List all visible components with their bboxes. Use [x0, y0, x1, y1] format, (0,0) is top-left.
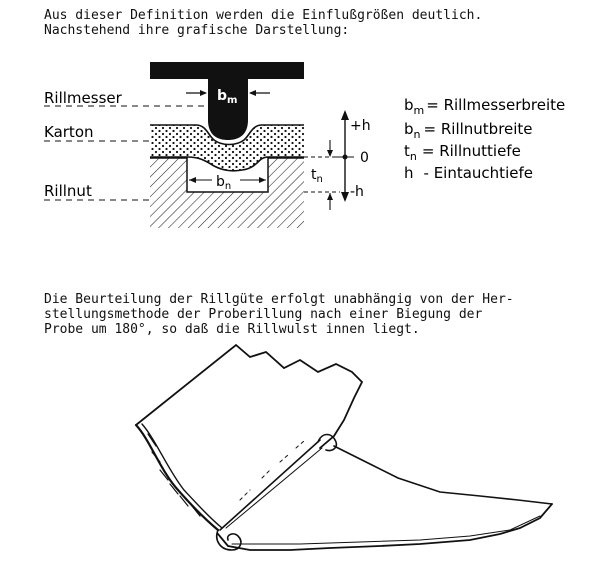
crease-diagram [44, 62, 371, 228]
text-line: Probe um 180°, so daß die Rillwulst innen liegt. [44, 322, 420, 337]
bn-label: $b_n$ [216, 174, 232, 192]
legend-item: $b_n$ = Rillnutbreite [404, 120, 533, 141]
folded-sample-drawing [136, 345, 552, 550]
legend-item: $t_n$ = Rillnuttiefe [404, 142, 521, 163]
minus-h-label: -h [350, 184, 364, 200]
text-line: Nachstehend ihre grafische Darstellung: [44, 23, 350, 38]
upper-leaf [136, 345, 362, 448]
legend-item: h - Eintauchtiefe [404, 164, 533, 182]
text-line: Aus dieser Definition werden die Einflußgrößen deutlich. [44, 8, 483, 23]
label-rillmesser: Rillmesser [44, 89, 122, 107]
text-line: Die Beurteilung der Rillgüte erfolgt unabhängig von der Her- [44, 292, 514, 307]
evaluation-paragraph [44, 292, 564, 337]
text-line: stellungsmethode der Proberillung nach einer Biegung der [44, 307, 483, 322]
tn-label: $t_n$ [311, 167, 323, 185]
legend [404, 96, 565, 182]
plus-h-label: +h [350, 118, 371, 134]
label-karton: Karton [44, 123, 94, 141]
label-rillnut: Rillnut [44, 182, 92, 200]
zero-label: 0 [360, 150, 369, 166]
legend-item: $b_m$ = Rillmesserbreite [404, 96, 566, 117]
bm-label: $b_m$ [217, 88, 238, 106]
